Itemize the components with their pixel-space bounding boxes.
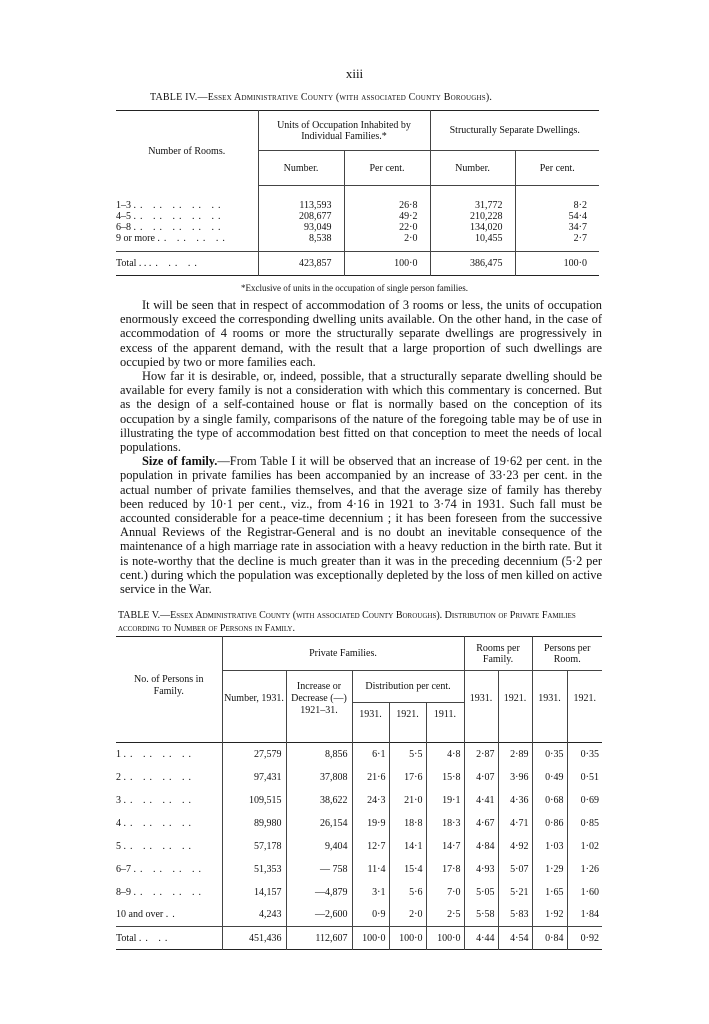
table5-cell-number: 451,436 xyxy=(222,927,286,950)
table5-cell-number: 97,431 xyxy=(222,766,286,789)
table4-footnote: *Exclusive of units in the occupation of single person families. xyxy=(241,283,468,293)
table5-cell-rf31: 4·07 xyxy=(464,766,498,789)
table5-private-header: Private Families. xyxy=(222,637,464,671)
table5-cell-pr31: 0·84 xyxy=(532,927,567,950)
table5-cell-rf21: 4·92 xyxy=(498,835,532,858)
table5-cell-d31: 3·1 xyxy=(352,881,389,904)
table5-cell-d11: 4·8 xyxy=(426,743,464,766)
table5-persons-room-header: Persons per Room. xyxy=(532,637,602,671)
table5-cell-rf31: 4·41 xyxy=(464,789,498,812)
table5-cell-pr31: 1·92 xyxy=(532,904,567,927)
table5-cell-pr31: 0·49 xyxy=(532,766,567,789)
row-label: 1 xyxy=(116,748,121,760)
table5-cell-d11: 17·8 xyxy=(426,858,464,881)
table5-cell-rf21: 5·07 xyxy=(498,858,532,881)
table5-cell-pr21: 0·51 xyxy=(567,766,602,789)
table5-cell-d21: 17·6 xyxy=(389,766,426,789)
table5-cell-pr21: 0·85 xyxy=(567,812,602,835)
table5-title xyxy=(118,609,604,635)
row-label: 4 xyxy=(116,817,121,829)
table5-cell-pr21: 1·02 xyxy=(567,835,602,858)
table5: No. of Persons in Family. Private Families. Rooms per Family. Persons per Room. Number, 1931. Increase or Decrease (—) 1921–31. Distribution per cent. 1931. 1921. 1931. 1921. 1931. 1921. 1911. xyxy=(116,636,602,743)
table5-cell-d11: 18·3 xyxy=(426,812,464,835)
table5-body xyxy=(116,742,602,950)
table5-cell-number: 27,579 xyxy=(222,743,286,766)
row-label: 6–7 xyxy=(116,863,131,875)
table5-row: 8–9 .. .. .. .. 14,157 —4,879 3·1 5·6 7·0 5·05 5·21 1·65 1·60 xyxy=(116,881,602,904)
table5-cell-pr21: 1·26 xyxy=(567,858,602,881)
table5-cell-pr31: 1·29 xyxy=(532,858,567,881)
table5-cell-rf31: 5·58 xyxy=(464,904,498,927)
table4-title-text: Essex Administrative County (with associated County Boroughs). xyxy=(207,92,493,103)
table5-cell-d21: 15·4 xyxy=(389,858,426,881)
table5-cell-rf21: 5·21 xyxy=(498,881,532,904)
table5-cell-rf21: 4·71 xyxy=(498,812,532,835)
table5-cell-rf21: 4·36 xyxy=(498,789,532,812)
table5-cell-rf21: 3·96 xyxy=(498,766,532,789)
table5-row: 6–7 .. .. .. .. 51,353 — 758 11·4 15·4 17·8 4·93 5·07 1·29 1·26 xyxy=(116,858,602,881)
table5-cell-pr31: 1·65 xyxy=(532,881,567,904)
table5-cell-rf21: 2·89 xyxy=(498,743,532,766)
table5-cell-pr21: 1·84 xyxy=(567,904,602,927)
table5-cell-change: 26,154 xyxy=(286,812,352,835)
table4-row: 9 or more .. .. .. .. 8,538 2·0 10,455 2·7 xyxy=(116,233,599,244)
row-label: 4–5 xyxy=(116,210,131,222)
table5-cell-number: 57,178 xyxy=(222,835,286,858)
table5-cell-pr31: 0·35 xyxy=(532,743,567,766)
row-label: 3 xyxy=(116,794,121,806)
table4 xyxy=(116,110,599,276)
table5-cell-pr31: 0·86 xyxy=(532,812,567,835)
table5-cell-rf31: 4·93 xyxy=(464,858,498,881)
table4-units-number-header: Number. xyxy=(258,151,344,186)
table5-cell-pr31: 0·68 xyxy=(532,789,567,812)
table5-cell-change: 112,607 xyxy=(286,927,352,950)
table5-cell-rf21: 5·83 xyxy=(498,904,532,927)
table5-dist-header: Distribution per cent. xyxy=(352,671,464,703)
row-label: 6–8 xyxy=(116,221,131,233)
table5-row: 1 .. .. .. .. 27,579 8,856 6·1 5·5 4·8 2·87 2·89 0·35 0·35 xyxy=(116,743,602,766)
table5-cell-d11: 7·0 xyxy=(426,881,464,904)
table5-cell-change: 9,404 xyxy=(286,835,352,858)
table5-cell-rf31: 4·44 xyxy=(464,927,498,950)
table5-cell-d11: 15·8 xyxy=(426,766,464,789)
table5-row: 2 .. .. .. .. 97,431 37,808 21·6 17·6 15·8 4·07 3·96 0·49 0·51 xyxy=(116,766,602,789)
table5-cell-d11: 100·0 xyxy=(426,927,464,950)
table5-cell-d21: 14·1 xyxy=(389,835,426,858)
table5-cell-d21: 18·8 xyxy=(389,812,426,835)
table5-cell-d31: 0·9 xyxy=(352,904,389,927)
row-label: 5 xyxy=(116,840,121,852)
table5-row: 3 .. .. .. .. 109,515 38,622 24·3 21·0 19·1 4·41 4·36 0·68 0·69 xyxy=(116,789,602,812)
table5-cell-rf31: 4·84 xyxy=(464,835,498,858)
table5-cell-pr21: 0·92 xyxy=(567,927,602,950)
row-label: 10 and over xyxy=(116,909,164,921)
table4-dwellings-header: Structurally Separate Dwellings. xyxy=(430,111,599,151)
table5-cell-d31: 6·1 xyxy=(352,743,389,766)
table5-cell-pr31: 1·03 xyxy=(532,835,567,858)
table5-cell-change: —4,879 xyxy=(286,881,352,904)
table5-title-prefix: TABLE V.— xyxy=(118,610,171,621)
table5-cell-d11: 19·1 xyxy=(426,789,464,812)
table5-cell-d21: 100·0 xyxy=(389,927,426,950)
table5-cell-change: 38,622 xyxy=(286,789,352,812)
table5-row: 4 .. .. .. .. 89,980 26,154 19·9 18·8 18·3 4·67 4·71 0·86 0·85 xyxy=(116,812,602,835)
table4-total-row: Total . . .. .. .. 423,857 100·0 386,475 100·0 xyxy=(116,252,599,276)
table4-units-header: Units of Occupation Inhabited by Individual Families.* xyxy=(258,111,430,151)
table5-cell-number: 51,353 xyxy=(222,858,286,881)
table4-row: 1–3 .. .. .. .. .. 113,593 26·8 31,772 8·2 xyxy=(116,200,599,211)
row-label: 1–3 xyxy=(116,199,131,211)
table5-cell-number: 89,980 xyxy=(222,812,286,835)
table5-cell-change: 37,808 xyxy=(286,766,352,789)
table5-cell-d31: 100·0 xyxy=(352,927,389,950)
paragraph-heading: Size of family. xyxy=(142,454,218,469)
row-label: 8–9 xyxy=(116,886,131,898)
table4-title xyxy=(150,92,492,103)
row-label: 2 xyxy=(116,771,121,783)
table5-cell-d31: 12·7 xyxy=(352,835,389,858)
table5-cell-d11: 2·5 xyxy=(426,904,464,927)
table4-row: 6–8 .. .. .. .. .. 93,049 22·0 134,020 34·7 xyxy=(116,222,599,233)
table5-title-text: Essex Administrative County (with associated County Boroughs). Distribution of Private Families according to Number of Persons in Family. xyxy=(118,610,576,634)
table5-cell-d21: 5·6 xyxy=(389,881,426,904)
table5-number-header: Number, 1931. xyxy=(222,671,286,727)
table5-rooms-header: Rooms per Family. xyxy=(464,637,532,671)
table5-cell-d31: 11·4 xyxy=(352,858,389,881)
table5-cell-d31: 19·9 xyxy=(352,812,389,835)
body-text xyxy=(120,298,602,596)
table5-cell-change: — 758 xyxy=(286,858,352,881)
table5-cell-rf31: 2·87 xyxy=(464,743,498,766)
table5-total-row: Total .. .. 451,436 112,607 100·0 100·0 100·0 4·44 4·54 0·84 0·92 xyxy=(116,927,602,950)
table5-cell-rf21: 4·54 xyxy=(498,927,532,950)
table5-increase-header: Increase or Decrease (—) 1921–31. xyxy=(286,671,352,727)
table5-row: 5 .. .. .. .. 57,178 9,404 12·7 14·1 14·7 4·84 4·92 1·03 1·02 xyxy=(116,835,602,858)
table5-cell-number: 109,515 xyxy=(222,789,286,812)
table5-cell-pr21: 1·60 xyxy=(567,881,602,904)
table5-cell-d21: 2·0 xyxy=(389,904,426,927)
table4-title-prefix: TABLE IV.— xyxy=(150,92,208,103)
table5-cell-d31: 24·3 xyxy=(352,789,389,812)
table5-cell-rf31: 5·05 xyxy=(464,881,498,904)
table5-cell-rf31: 4·67 xyxy=(464,812,498,835)
table5-cell-number: 14,157 xyxy=(222,881,286,904)
row-label: 9 or more xyxy=(116,232,155,244)
table5-cell-pr21: 0·69 xyxy=(567,789,602,812)
table5-cell-d11: 14·7 xyxy=(426,835,464,858)
table5-persons-header: No. of Persons in Family. xyxy=(134,673,204,697)
row-label: Total xyxy=(116,932,137,944)
table5-cell-d21: 21·0 xyxy=(389,789,426,812)
table4-units-percent-header: Per cent. xyxy=(344,151,430,186)
paragraph: How far it is desirable, or, indeed, possible, that a structurally separate dwelling should be available for every family is not a consideration with which this commentary is concerned. But as the design of a self-contained house or flat is normally based on the conception of its occupation by a single family, comparisons of the nature of the foregoing table may be of use in illustrating the type of accommodation best fitted on that conception to meet the needs of local populations. xyxy=(120,369,602,455)
table5-cell-pr21: 0·35 xyxy=(567,743,602,766)
table5-cell-d21: 5·5 xyxy=(389,743,426,766)
page-number: xiii xyxy=(345,66,364,81)
table5-cell-change: 8,856 xyxy=(286,743,352,766)
table4-dwell-percent-header: Per cent. xyxy=(515,151,599,186)
total-label: Total . . xyxy=(116,258,147,269)
table4-dwell-number-header: Number. xyxy=(430,151,515,186)
paragraph: Size of family.—From Table I it will be observed that an increase of 19·62 per cent. in the population in private families has been accompanied by an increase of 33·23 per cent. in the actual number of private families themselves, and that the average size of family has thereby been reduced by 10·1 per cent., viz., from 4·16 in 1921 to 3·74 in 1931. Such fall must be accounted considerable for a peace-time decennium ; it has been foreseen from the successive Annual Reviews of the Registrar-General and is no doubt an inevitable consequence of the maintenance of a high marriage rate in association with a heavy reduction in the birth rate. But it is note-worthy that the decline is much greater than it was in the preceding decennium (5·2 per cent.) during which the population was exceptionally depleted by the loss of men killed on active service in the War. xyxy=(120,454,602,597)
table5-row: 10 and over .. 4,243 —2,600 0·9 2·0 2·5 5·58 5·83 1·92 1·84 xyxy=(116,904,602,927)
table5-cell-number: 4,243 xyxy=(222,904,286,927)
table5-cell-change: —2,600 xyxy=(286,904,352,927)
table5-cell-d31: 21·6 xyxy=(352,766,389,789)
table4-rooms-header: Number of Rooms. xyxy=(148,145,226,157)
paragraph: It will be seen that in respect of accommodation of 3 rooms or less, the units of occupation enormously exceed the corresponding dwelling units available. On the other hand, in the case of accommodation of 4 rooms or more the structurally separate dwellings are progressively in excess of the apparent demand, with the result that a large proportion of such dwellings are occupied by two or more families each. xyxy=(120,298,602,369)
table4-row: 4–5 .. .. .. .. .. 208,677 49·2 210,228 54·4 xyxy=(116,211,599,222)
